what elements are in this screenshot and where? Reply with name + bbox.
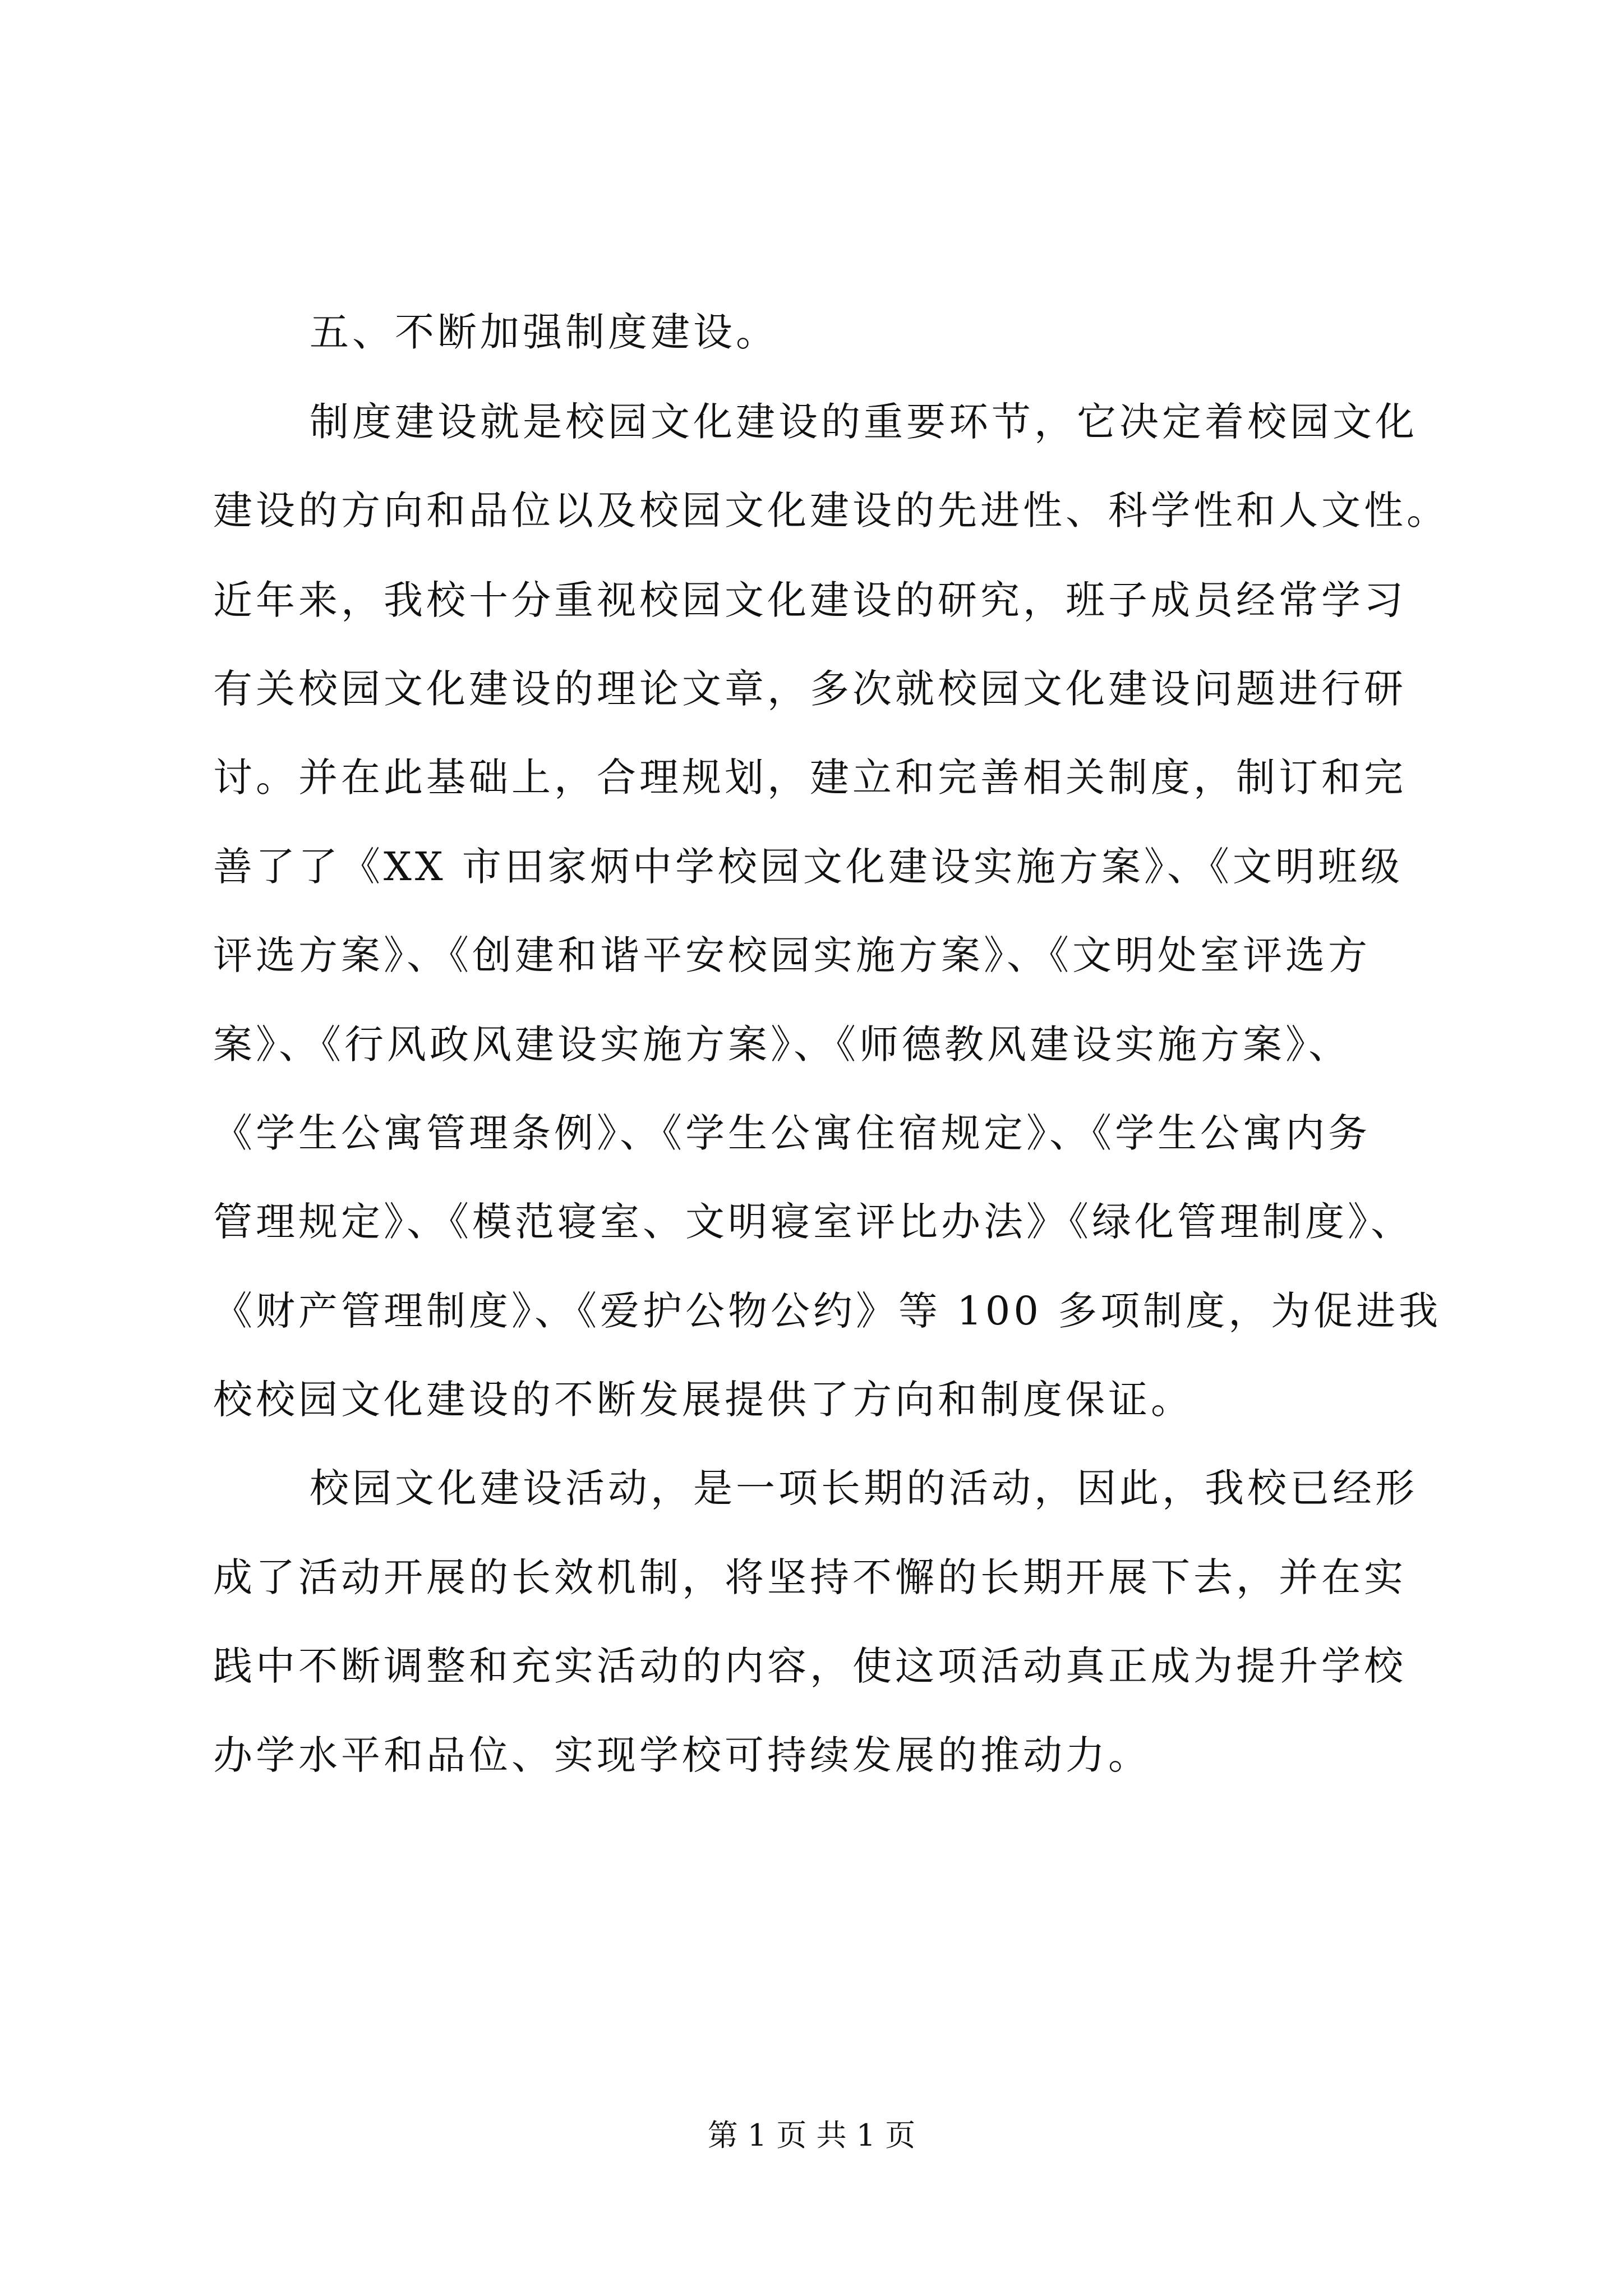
paragraph-1-line-2: 建设的方向和品位以及校园文化建设的先进性、科学性和人文性。 [213, 487, 1449, 533]
paragraph-2-line-4: 办学水平和品位、实现学校可持续发展的推动力。 [213, 1732, 1151, 1778]
paragraph-2-line-2: 成了活动开展的长效机制，将坚持不懈的长期开展下去，并在实 [213, 1554, 1407, 1600]
paragraph-1-line-7: 评选方案》、《创建和谐平安校园实施方案》、《文明处室评选方 [213, 932, 1371, 978]
paragraph-1-line-4: 有关校园文化建设的理论文章，多次就校园文化建设问题进行研 [213, 666, 1407, 712]
page-number-footer: 第 1 页 共 1 页 [707, 2118, 916, 2153]
section-heading: 五、不断加强制度建设。 [310, 309, 778, 355]
paragraph-1-line-5: 讨。并在此基础上，合理规划，建立和完善相关制度，制订和完 [213, 754, 1407, 800]
paragraph-1-line-11: 《财产管理制度》、《爱护公物公约》等 100 多项制度，为促进我 [213, 1288, 1442, 1334]
paragraph-1-line-1: 制度建设就是校园文化建设的重要环节，它决定着校园文化 [310, 399, 1418, 445]
paragraph-2-line-1: 校园文化建设活动，是一项长期的活动，因此，我校已经形 [310, 1465, 1418, 1511]
paragraph-1-line-10: 管理规定》、《模范寝室、文明寝室评比办法》《绿化管理制度》、 [213, 1199, 1413, 1245]
paragraph-1-line-6: 善了了《XX 市田家炳中学校园文化建设实施方案》、《文明班级 [213, 844, 1403, 890]
paragraph-1-line-3: 近年来，我校十分重视校园文化建设的研究，班子成员经常学习 [213, 577, 1407, 623]
paragraph-1-line-9: 《学生公寓管理条例》、《学生公寓住宿规定》、《学生公寓内务 [213, 1110, 1371, 1156]
paragraph-1-line-12: 校校园文化建设的不断发展提供了方向和制度保证。 [213, 1377, 1193, 1423]
paragraph-2-line-3: 践中不断调整和充实活动的内容，使这项活动真正成为提升学校 [213, 1643, 1407, 1689]
paragraph-1-line-8: 案》、《行风政风建设实施方案》、《师德教风建设实施方案》、 [213, 1022, 1351, 1068]
